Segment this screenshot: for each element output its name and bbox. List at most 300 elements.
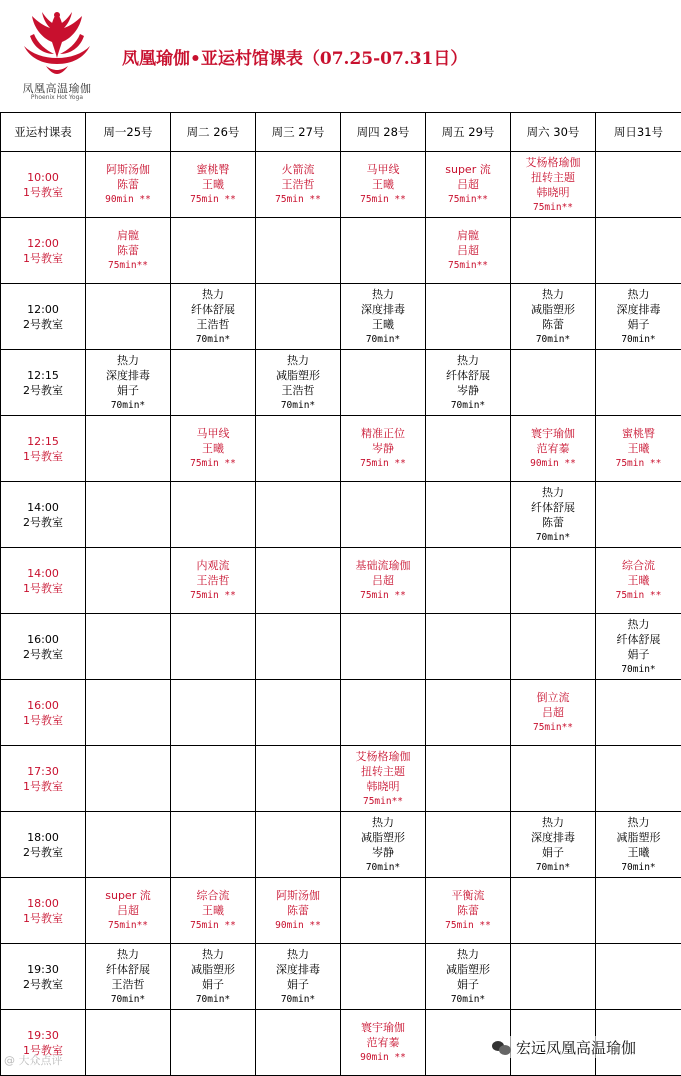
class-name: 热力: [542, 815, 564, 829]
time-slot-cell: [1, 746, 86, 812]
class-duration: 75min **: [190, 458, 236, 469]
instructor-name: 韩晓明: [536, 185, 570, 199]
empty-cell: [171, 746, 256, 812]
class-duration: 70min*: [450, 993, 486, 1005]
class-duration: 75min **: [615, 590, 662, 601]
class-cell: [426, 218, 511, 284]
class-duration: 70min*: [535, 861, 571, 873]
time-slot-cell: [1, 878, 86, 944]
room-label: 2号教室: [23, 383, 63, 397]
empty-cell: [511, 548, 596, 614]
class-name: 综合流: [196, 889, 230, 902]
room-label: 2号教室: [23, 317, 63, 331]
class-cell: [596, 416, 681, 482]
logo-name: 凤凰高温瑜伽: [22, 82, 92, 95]
class-cell: [341, 548, 426, 614]
class-duration: 70min*: [110, 399, 146, 411]
time-label: 19:30: [27, 1028, 59, 1042]
class-name: 纤体舒展: [191, 302, 235, 316]
time-label: 16:00: [27, 632, 59, 646]
empty-cell: [171, 218, 256, 284]
empty-cell: [86, 416, 171, 482]
instructor-name: 吕超: [542, 706, 564, 719]
empty-cell: [256, 284, 341, 350]
class-name: 纤体舒展: [106, 962, 150, 976]
instructor-name: 娟子: [627, 647, 650, 661]
empty-cell: [426, 482, 511, 548]
time-label: 12:15: [27, 434, 59, 448]
schedule-row: [1, 812, 681, 878]
schedule-row: [1, 350, 681, 416]
instructor-name: 王曦: [627, 442, 650, 455]
class-duration: 75min**: [107, 260, 149, 271]
class-name: 基础流瑜伽: [355, 559, 411, 572]
empty-cell: [511, 614, 596, 680]
empty-cell: [256, 1010, 341, 1076]
class-name: 寰宇瑜伽: [361, 1021, 405, 1034]
class-name: 热力: [457, 947, 479, 961]
class-duration: 75min**: [107, 920, 149, 931]
time-slot-cell: [1, 482, 86, 548]
room-label: 1号教室: [23, 449, 63, 463]
class-name: 平衡流: [451, 889, 485, 902]
empty-cell: [256, 482, 341, 548]
time-label: 19:30: [27, 962, 59, 976]
phoenix-emblem-icon: [16, 6, 98, 78]
empty-cell: [426, 680, 511, 746]
empty-cell: [86, 746, 171, 812]
class-duration: 75min **: [190, 194, 236, 205]
phoenix-logo: [16, 6, 98, 102]
empty-cell: [426, 548, 511, 614]
class-name: 马甲线: [366, 163, 400, 176]
class-cell: [596, 284, 681, 350]
empty-cell: [596, 482, 681, 548]
class-cell: [426, 350, 511, 416]
class-name: 热力: [202, 287, 224, 301]
instructor-name: 王曦: [202, 178, 224, 191]
empty-cell: [596, 350, 681, 416]
class-duration: 90min **: [360, 1052, 406, 1063]
empty-cell: [596, 944, 681, 1010]
time-slot-cell: [1, 548, 86, 614]
instructor-name: 娟子: [117, 383, 139, 397]
class-duration: 70min*: [365, 861, 401, 873]
class-cell: [341, 1010, 426, 1076]
day-header: 周六 30号: [511, 113, 596, 152]
class-name: 马甲线: [196, 427, 230, 440]
empty-cell: [426, 812, 511, 878]
class-duration: 70min*: [280, 993, 316, 1005]
class-name: 艾杨格瑜伽: [525, 155, 581, 169]
room-label: 1号教室: [23, 779, 63, 793]
empty-cell: [86, 548, 171, 614]
class-name: 阿斯汤伽: [106, 163, 150, 176]
empty-cell: [171, 1010, 256, 1076]
empty-cell: [171, 680, 256, 746]
empty-cell: [256, 812, 341, 878]
class-cell: [596, 614, 681, 680]
instructor-name: 王浩哲: [281, 178, 315, 191]
schedule-table: [0, 112, 681, 1076]
class-name: 深度排毒: [106, 368, 150, 382]
instructor-name: 王曦: [202, 442, 224, 455]
empty-cell: [171, 812, 256, 878]
empty-cell: [596, 878, 681, 944]
schedule-row: [1, 284, 681, 350]
day-header: 周一25号: [86, 113, 171, 152]
class-duration: 70min*: [195, 993, 231, 1005]
class-name: 内观流: [196, 559, 230, 572]
class-name: 寰宇瑜伽: [531, 427, 575, 440]
schedule-row: [1, 878, 681, 944]
instructor-name: 岑静: [372, 442, 394, 455]
empty-cell: [256, 680, 341, 746]
time-slot-cell: [1, 284, 86, 350]
empty-cell: [596, 746, 681, 812]
time-label: 14:00: [27, 566, 59, 580]
class-name: 热力: [372, 815, 394, 829]
class-cell: [86, 218, 171, 284]
class-name: 热力: [627, 815, 650, 829]
wechat-icon: [492, 1039, 512, 1055]
class-name: 阿斯汤伽: [276, 889, 320, 902]
instructor-name: 范宥蓁: [536, 442, 570, 455]
schedule-row: [1, 482, 681, 548]
wechat-account-name: 宏远凤凰高温瑜伽: [516, 1038, 637, 1057]
class-cell: [171, 944, 256, 1010]
class-cell: [341, 152, 426, 218]
class-duration: 75min **: [360, 590, 406, 601]
class-name: 热力: [117, 947, 139, 961]
empty-cell: [511, 944, 596, 1010]
time-slot-cell: [1, 812, 86, 878]
empty-cell: [426, 416, 511, 482]
class-cell: [511, 812, 596, 878]
class-duration: 75min **: [360, 458, 406, 469]
time-slot-cell: [1, 416, 86, 482]
instructor-name: 岑静: [372, 845, 394, 859]
empty-cell: [511, 218, 596, 284]
class-name: 肩髋: [117, 229, 139, 242]
class-name: 深度排毒: [531, 830, 575, 844]
class-name: 蜜桃臀: [196, 163, 230, 176]
class-name: 减脂塑形: [531, 302, 575, 316]
empty-cell: [171, 482, 256, 548]
class-duration: 75min**: [532, 201, 574, 213]
room-label: 2号教室: [23, 845, 63, 859]
time-slot-cell: [1, 944, 86, 1010]
empty-cell: [341, 944, 426, 1010]
instructor-name: 陈蕾: [117, 178, 139, 191]
class-name: 热力: [627, 287, 650, 301]
class-duration: 70min*: [621, 663, 656, 675]
class-name: 热力: [117, 353, 139, 367]
class-name: 深度排毒: [276, 962, 320, 976]
empty-cell: [596, 152, 681, 218]
class-cell: [511, 284, 596, 350]
time-slot-cell: [1, 152, 86, 218]
room-label: 1号教室: [23, 251, 63, 265]
schedule-header-row: [1, 113, 681, 152]
corner-header: 亚运村课表: [1, 113, 86, 152]
instructor-name: 娟子: [627, 317, 650, 331]
class-name: 精准正位: [361, 427, 405, 440]
schedule-row: [1, 218, 681, 284]
class-duration: 70min*: [621, 333, 656, 345]
class-name: 蜜桃臀: [622, 427, 655, 440]
instructor-name: 王曦: [627, 574, 650, 587]
instructor-name: 王曦: [372, 317, 394, 331]
class-cell: [256, 878, 341, 944]
class-name: 深度排毒: [616, 302, 661, 316]
instructor-name: 娟子: [542, 845, 564, 859]
empty-cell: [256, 416, 341, 482]
schedule-row: [1, 152, 681, 218]
time-slot-cell: [1, 218, 86, 284]
schedule-row: [1, 548, 681, 614]
empty-cell: [341, 614, 426, 680]
instructor-name: 陈蕾: [542, 515, 564, 529]
class-cell: [426, 152, 511, 218]
class-cell: [86, 152, 171, 218]
class-duration: 75min**: [532, 722, 574, 733]
room-label: 2号教室: [23, 977, 63, 991]
class-name: 深度排毒: [361, 302, 405, 316]
time-label: 12:00: [27, 236, 59, 250]
instructor-name: 王曦: [202, 904, 224, 917]
class-name: 减脂塑形: [446, 962, 490, 976]
empty-cell: [511, 746, 596, 812]
class-duration: 90min **: [530, 458, 576, 469]
class-duration: 75min **: [360, 194, 406, 205]
class-cell: [171, 416, 256, 482]
empty-cell: [86, 812, 171, 878]
instructor-name: 王浩哲: [196, 574, 230, 587]
empty-cell: [511, 350, 596, 416]
room-label: 1号教室: [23, 1043, 63, 1057]
day-header: 周日31号: [596, 113, 681, 152]
class-name: 热力: [627, 617, 650, 631]
schedule-row: [1, 680, 681, 746]
time-slot-cell: [1, 680, 86, 746]
class-cell: [171, 548, 256, 614]
day-header: 周三 27号: [256, 113, 341, 152]
class-name: super 流: [105, 889, 151, 902]
instructor-name: 范宥蓁: [366, 1036, 400, 1049]
instructor-name: 王浩哲: [281, 383, 315, 397]
class-duration: 70min*: [280, 399, 316, 411]
room-label: 1号教室: [23, 713, 63, 727]
instructor-name: 娟子: [202, 977, 224, 991]
day-header: 周五 29号: [426, 113, 511, 152]
class-name: super 流: [445, 163, 491, 176]
room-label: 1号教室: [23, 581, 63, 595]
instructor-name: 吕超: [117, 904, 139, 917]
empty-cell: [256, 614, 341, 680]
class-duration: 75min **: [615, 458, 662, 469]
class-duration: 70min*: [621, 861, 656, 873]
class-cell: [86, 878, 171, 944]
dianping-watermark: @ 大众点评: [4, 1054, 63, 1067]
class-duration: 75min**: [447, 260, 489, 271]
instructor-name: 吕超: [457, 178, 479, 191]
room-label: 2号教室: [23, 647, 63, 661]
time-label: 18:00: [27, 896, 59, 910]
instructor-name: 陈蕾: [457, 904, 479, 917]
class-cell: [341, 416, 426, 482]
time-label: 18:00: [27, 830, 59, 844]
class-duration: 75min **: [275, 194, 321, 205]
class-duration: 75min**: [362, 795, 404, 807]
instructor-name: 娟子: [457, 977, 479, 991]
class-cell: [86, 350, 171, 416]
class-name: 纤体舒展: [531, 500, 575, 514]
class-name: 减脂塑形: [276, 368, 320, 382]
class-name: 火箭流: [281, 163, 315, 176]
instructor-name: 陈蕾: [117, 244, 139, 257]
class-duration: 70min*: [110, 993, 146, 1005]
empty-cell: [86, 680, 171, 746]
empty-cell: [256, 548, 341, 614]
class-duration: 70min*: [535, 333, 571, 345]
empty-cell: [86, 614, 171, 680]
class-duration: 75min **: [190, 590, 236, 601]
instructor-name: 吕超: [372, 574, 394, 587]
class-name: 综合流: [622, 559, 655, 572]
empty-cell: [426, 746, 511, 812]
class-cell: [596, 812, 681, 878]
schedule-row: [1, 614, 681, 680]
empty-cell: [511, 878, 596, 944]
empty-cell: [426, 614, 511, 680]
time-label: 14:00: [27, 500, 59, 514]
class-cell: [426, 878, 511, 944]
class-cell: [341, 284, 426, 350]
class-duration: 70min*: [365, 333, 401, 345]
class-name: 倒立流: [536, 691, 570, 704]
class-name: 热力: [542, 287, 564, 301]
class-cell: [171, 284, 256, 350]
class-cell: [341, 746, 426, 812]
class-cell: [596, 548, 681, 614]
empty-cell: [171, 350, 256, 416]
instructor-name: 王浩哲: [111, 977, 145, 991]
class-cell: [256, 350, 341, 416]
class-duration: 70min*: [195, 333, 231, 345]
class-name: 热力: [287, 353, 309, 367]
empty-cell: [426, 284, 511, 350]
room-label: 1号教室: [23, 911, 63, 925]
empty-cell: [86, 1010, 171, 1076]
class-duration: 75min**: [447, 194, 489, 205]
day-header: 周二 26号: [171, 113, 256, 152]
day-header: 周四 28号: [341, 113, 426, 152]
class-cell: [511, 482, 596, 548]
class-name: 纤体舒展: [446, 368, 490, 382]
instructor-name: 王曦: [372, 178, 394, 191]
schedule-row: [1, 944, 681, 1010]
instructor-name: 吕超: [457, 244, 479, 257]
empty-cell: [86, 482, 171, 548]
time-label: 17:30: [27, 764, 59, 778]
class-cell: [171, 878, 256, 944]
time-label: 12:15: [27, 368, 59, 382]
room-label: 1号教室: [23, 185, 63, 199]
empty-cell: [341, 680, 426, 746]
class-cell: [511, 152, 596, 218]
class-name: 热力: [457, 353, 479, 367]
class-cell: [256, 152, 341, 218]
schedule-body: [1, 152, 681, 1076]
class-duration: 75min **: [190, 920, 236, 931]
wechat-watermark: [492, 1036, 636, 1058]
header: [0, 0, 681, 110]
time-slot-cell: [1, 350, 86, 416]
instructor-name: 岑静: [457, 383, 479, 397]
empty-cell: [596, 218, 681, 284]
class-cell: [256, 944, 341, 1010]
class-name: 肩髋: [457, 229, 479, 242]
class-duration: 70min*: [535, 531, 571, 543]
class-cell: [511, 416, 596, 482]
instructor-name: 娟子: [287, 977, 309, 991]
page-title: 凤凰瑜伽•亚运村馆课表（07.25-07.31日）: [122, 49, 468, 69]
time-slot-cell: [1, 614, 86, 680]
empty-cell: [596, 680, 681, 746]
class-name: 艾杨格瑜伽: [355, 749, 411, 763]
room-label: 2号教室: [23, 515, 63, 529]
class-name: 热力: [372, 287, 394, 301]
empty-cell: [256, 746, 341, 812]
class-cell: [341, 812, 426, 878]
empty-cell: [86, 284, 171, 350]
instructor-name: 韩晓明: [366, 779, 400, 793]
class-cell: [426, 944, 511, 1010]
empty-cell: [341, 218, 426, 284]
class-cell: [511, 680, 596, 746]
instructor-name: 王浩哲: [196, 317, 230, 331]
class-name: 扭转主题: [361, 764, 405, 778]
schedule-row: [1, 746, 681, 812]
time-label: 10:00: [27, 170, 59, 184]
class-cell: [171, 152, 256, 218]
class-cell: [86, 944, 171, 1010]
instructor-name: 陈蕾: [542, 317, 564, 331]
class-name: 减脂塑形: [361, 830, 405, 844]
instructor-name: 王曦: [627, 845, 650, 859]
class-name: 纤体舒展: [616, 632, 661, 646]
class-name: 减脂塑形: [616, 830, 661, 844]
class-duration: 70min*: [450, 399, 486, 411]
class-name: 减脂塑形: [191, 962, 235, 976]
time-label: 16:00: [27, 698, 59, 712]
class-name: 热力: [287, 947, 309, 961]
empty-cell: [341, 878, 426, 944]
schedule-row: [1, 416, 681, 482]
class-duration: 75min **: [445, 920, 491, 931]
empty-cell: [256, 218, 341, 284]
instructor-name: 陈蕾: [287, 904, 309, 917]
class-duration: 90min **: [275, 920, 321, 931]
class-name: 扭转主题: [531, 170, 575, 184]
empty-cell: [171, 614, 256, 680]
class-duration: 90min **: [105, 194, 151, 205]
empty-cell: [341, 350, 426, 416]
class-name: 热力: [542, 485, 564, 499]
time-label: 12:00: [27, 302, 59, 316]
class-name: 热力: [202, 947, 224, 961]
